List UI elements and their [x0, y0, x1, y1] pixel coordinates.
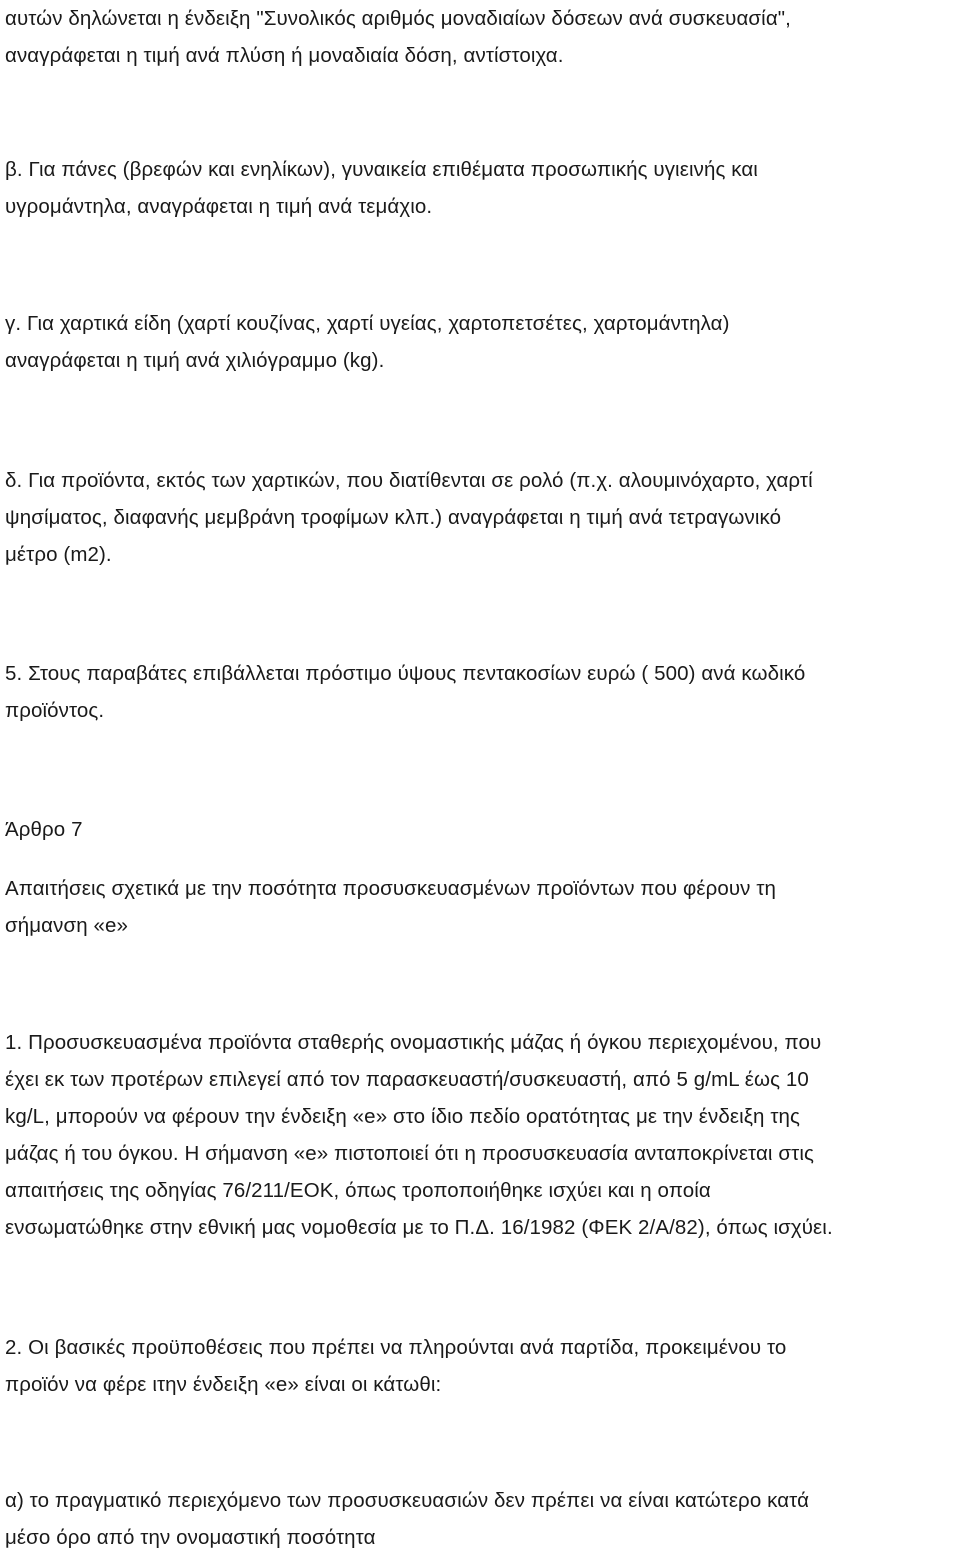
paragraph-item-5: [5, 655, 955, 729]
text-line: δ. Για προϊόντα, εκτός των χαρτικών, που διατίθενται σε ρολό (π.χ. αλουμινόχαρτο, χαρτί: [5, 469, 813, 492]
text-line: έχει εκ των προτέρων επιλεγεί από τον παρασκευαστή/συσκευαστή, από 5 g/mL έως 10: [5, 1068, 809, 1091]
text-line: Απαιτήσεις σχετικά με την ποσότητα προσυσκευασμένων προϊόντων που φέρουν τη: [5, 877, 777, 900]
text-line: β. Για πάνες (βρεφών και ενηλίκων), γυναικεία επιθέματα προσωπικής υγιεινής και: [5, 158, 758, 181]
text-line: 1. Προσυσκευασμένα προϊόντα σταθερής ονομαστικής μάζας ή όγκου περιεχομένου, που: [5, 1031, 822, 1054]
text-line: προϊόντος.: [5, 699, 105, 722]
text-line: 5. Στους παραβάτες επιβάλλεται πρόστιμο ύψους πεντακοσίων ευρώ ( 500) ανά κωδικό: [5, 662, 806, 685]
text-line: απαιτήσεις της οδηγίας 76/211/ΕΟΚ, όπως τροποποιήθηκε ισχύει και η οποία: [5, 1179, 711, 1202]
text-line: ψησίματος, διαφανής μεμβράνη τροφίμων κλπ.) αναγράφεται η τιμή ανά τετραγωνικό: [5, 506, 782, 529]
paragraph-article-item-2a: [5, 1482, 955, 1556]
text-line: σήμανση «e»: [5, 914, 129, 937]
text-line: προϊόν να φέρε ιτην ένδειξη «e» είναι οι κάτωθι:: [5, 1373, 442, 1396]
paragraph-item-gamma: [5, 305, 955, 379]
paragraph-article-item-2: [5, 1329, 955, 1403]
text-line: γ. Για χαρτικά είδη (χαρτί κουζίνας, χαρτί υγείας, χαρτοπετσέτες, χαρτομάντηλα): [5, 312, 730, 335]
text-line: μέτρο (m2).: [5, 543, 112, 566]
paragraph-item-delta: [5, 462, 955, 573]
text-line: αναγράφεται η τιμή ανά χιλιόγραμμο (kg).: [5, 349, 385, 372]
paragraph-item-beta: [5, 151, 955, 225]
text-line: ενσωματώθηκε στην εθνική μας νομοθεσία με το Π.Δ. 16/1982 (ΦΕΚ 2/Α/82), όπως ισχύει.: [5, 1216, 833, 1239]
text-line: αυτών δηλώνεται η ένδειξη "Συνολικός αριθμός μοναδιαίων δόσεων ανά συσκευασία",: [5, 7, 791, 30]
paragraph-intro-continuation: [5, 0, 955, 74]
text-line: kg/L, μπορούν να φέρουν την ένδειξη «e» στο ίδιο πεδίο ορατότητας με την ένδειξη της: [5, 1105, 800, 1128]
text-line: υγρομάντηλα, αναγράφεται η τιμή ανά τεμάχιο.: [5, 195, 433, 218]
text-line: μέσο όρο από την ονομαστική ποσότητα: [5, 1526, 376, 1549]
article-heading: [5, 811, 955, 848]
text-line: μάζας ή του όγκου. Η σήμανση «e» πιστοποιεί ότι η προσυσκευασία ανταποκρίνεται στις: [5, 1142, 814, 1165]
text-line: αναγράφεται η τιμή ανά πλύση ή μοναδιαία δόση, αντίστοιχα.: [5, 44, 564, 67]
article-title: [5, 870, 955, 944]
paragraph-article-item-1: [5, 1024, 955, 1246]
text-line: Άρθρο 7: [5, 818, 83, 841]
text-line: α) το πραγματικό περιεχόμενο των προσυσκευασιών δεν πρέπει να είναι κατώτερο κατά: [5, 1489, 810, 1512]
text-line: 2. Οι βασικές προϋποθέσεις που πρέπει να πληρούνται ανά παρτίδα, προκειμένου το: [5, 1336, 787, 1359]
